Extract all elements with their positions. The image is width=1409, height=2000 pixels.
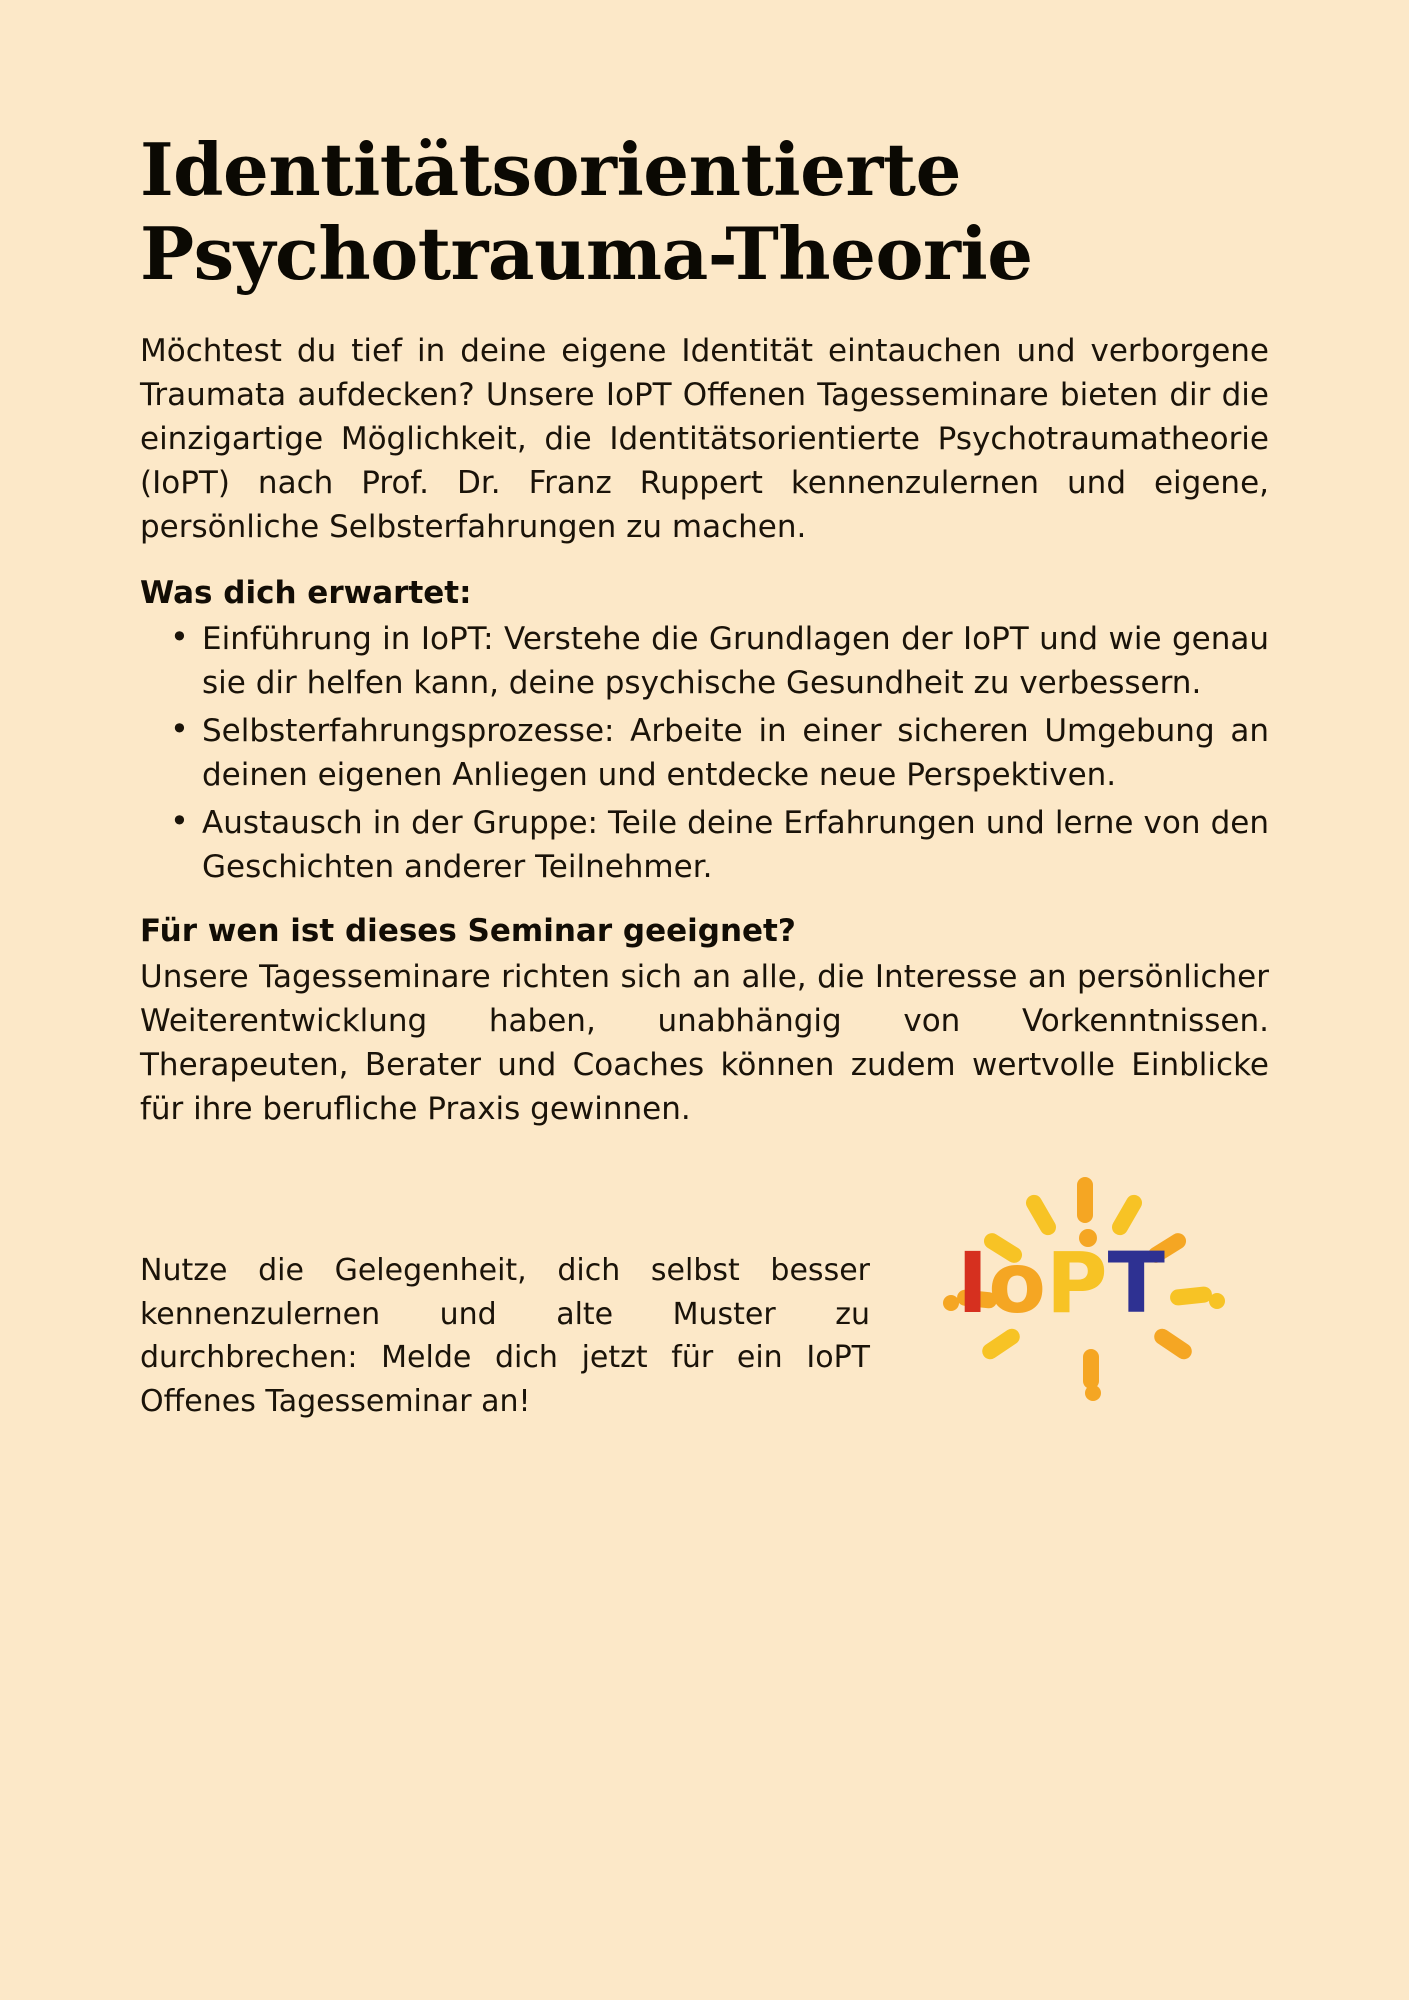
logo-ray-icon — [1077, 1177, 1093, 1223]
list-item: • Einführung in IoPT: Verstehe die Grundlagen der IoPT und wie genau sie dir helfen kann, deine psychische Gesundheit zu verbessern. — [140, 617, 1269, 705]
intro-paragraph: Möchtest du tief in deine eigene Identität eintauchen und verborgene Traumata aufdecken? Unsere IoPT Offenen Tagesseminare bieten dir die einzigartige Möglichkeit, die Identitätsorientierte Psychotraumatheorie (IoPT) nach Prof. Dr. Franz Ruppert kennenzulernen und eigene, persönliche Selbsterfahrungen zu machen. — [140, 333, 1269, 546]
logo-dot-icon — [1085, 1385, 1101, 1401]
expectations-heading: Was dich erwartet: — [140, 575, 472, 612]
page-title-line-1: Identitätsorientierte — [140, 127, 961, 212]
logo-wordmark — [957, 1234, 1165, 1333]
expectations-list — [140, 617, 1269, 889]
logo-dot-icon — [1209, 1293, 1225, 1309]
logo-ray-icon — [1109, 1192, 1145, 1238]
logo-letter-p: P — [1045, 1234, 1108, 1333]
logo-letter-o: o — [988, 1234, 1046, 1333]
audience-heading: Für wen ist dieses Seminar geeignet? — [140, 913, 796, 950]
audience-paragraph: Unsere Tagesseminare richten sich an alle, die Interesse an persönlicher Weiterentwicklung haben, unabhängig von Vorkenntnissen. Therapeuten, Berater und Coaches können zudem wertvolle Einblicke für ihre berufliche Praxis gewinnen. — [140, 959, 1269, 1128]
logo-ray-icon — [1023, 1192, 1059, 1238]
list-item: • Austausch in der Gruppe: Teile deine Erfahrungen und lerne von den Geschichten anderer Teilnehmer. — [140, 801, 1269, 889]
page-title-line-2: Psychotrauma-Theorie — [140, 210, 1033, 296]
logo-ray-icon — [1169, 1286, 1212, 1306]
page-title — [140, 128, 1260, 295]
logo-letter-i: I — [957, 1234, 989, 1333]
call-to-action-paragraph: Nutze die Gelegenheit, dich selbst besser kennenzulernen und alte Muster zu durchbrechen: Melde dich jetzt für ein IoPT Offenes Tagesseminar an! — [140, 1253, 870, 1419]
footer-section — [140, 1177, 1269, 1423]
list-item: • Selbsterfahrungsprozesse: Arbeite in einer sicheren Umgebung an deinen eigenen Anliegen und entdecke neue Perspektiven. — [140, 709, 1269, 797]
logo-letter-t: T — [1107, 1234, 1165, 1333]
iopt-logo — [933, 1177, 1263, 1407]
logo-ray-icon — [1083, 1349, 1099, 1389]
